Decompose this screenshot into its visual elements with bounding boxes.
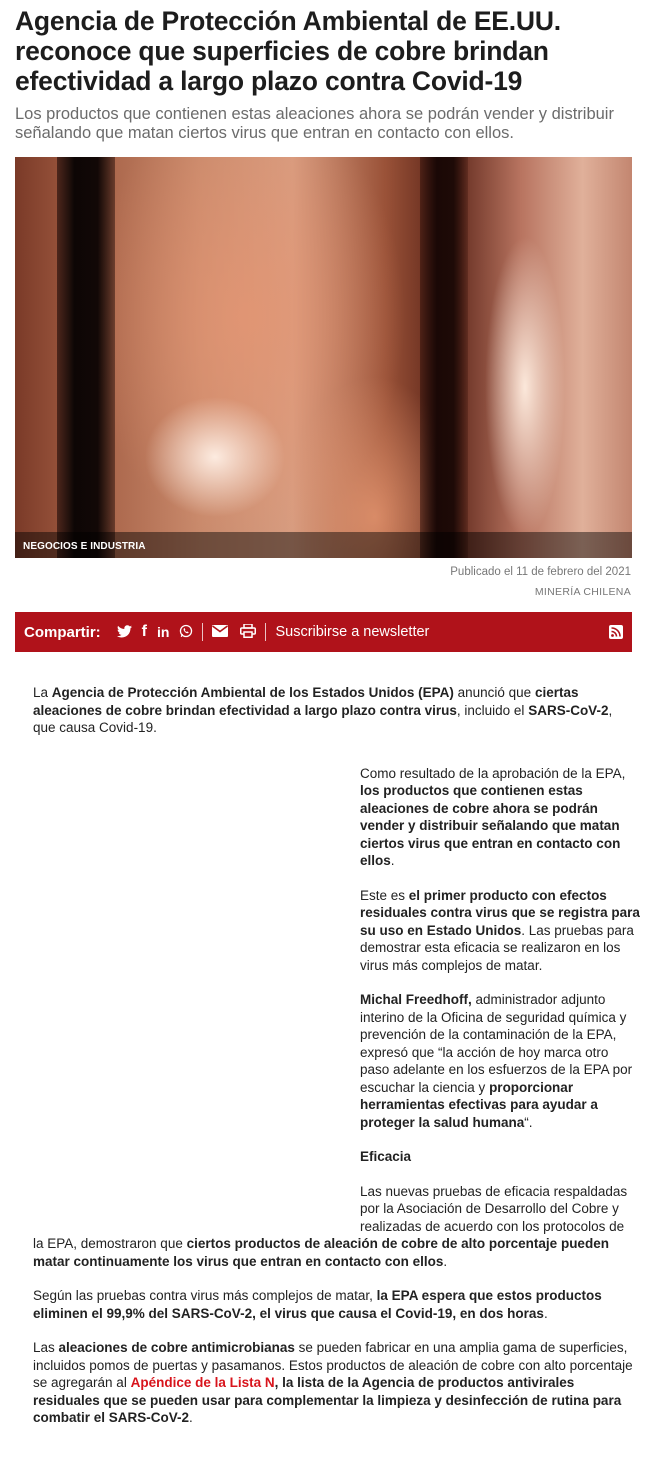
lista-n-link[interactable]: Apéndice de la Lista N <box>130 1375 275 1390</box>
text: administrador adjunto interino de la Oficina de seguridad química y prevención de la contaminación de la EPA, expresó que “la acción de hoy marca otro paso adelante en los esfuerzos de la EPA por escuchar la ciencia y <box>360 992 633 1095</box>
publish-date: Publicado el 11 de febrero del 2021 <box>450 566 631 578</box>
paragraph-7 <box>33 1339 633 1427</box>
share-divider <box>202 623 203 641</box>
share-label: Compartir: <box>24 623 101 641</box>
text: Según las pruebas contra virus más complejos de matar, <box>33 1288 377 1303</box>
paragraph-4 <box>360 991 640 1131</box>
hero-dark-bar-left <box>57 157 115 558</box>
bold-text: , la lista de la Agencia de productos antivirales residuales que se pueden usar para complementar la limpieza y desinfección de rutina para combatir el SARS-CoV-2 <box>33 1375 622 1425</box>
bold-text: SARS-CoV-2 <box>528 702 609 718</box>
text: , que causa Covid-19. <box>33 702 613 735</box>
share-divider-2 <box>265 623 266 641</box>
text: . <box>390 853 395 868</box>
facebook-icon[interactable]: f <box>141 623 147 640</box>
bold-text: el primer producto con efectos residuales contra virus que se registra para su uso en Estado Unidos <box>360 887 640 938</box>
article-subtitle: Los productos que contienen estas aleaciones ahora se podrán vender y distribuir señalando que matan ciertos virus que entran en contacto con ellos. <box>15 105 614 142</box>
text: La <box>33 685 52 700</box>
text: Las <box>33 1340 59 1355</box>
text: “. <box>524 1114 533 1130</box>
text: Este es <box>360 887 409 903</box>
bold-text: aleaciones de cobre antimicrobianas <box>58 1340 295 1355</box>
full-width-text <box>33 1235 633 1427</box>
source-label: MINERÍA CHILENA <box>534 586 631 598</box>
section-heading-eficacia: Eficacia <box>360 1149 412 1164</box>
paragraph-2 <box>360 765 640 870</box>
paragraph-1 <box>33 684 628 737</box>
paragraph-6 <box>33 1287 633 1322</box>
article-title: Agencia de Protección Ambiental de EE.UU. reconoce que superficies de cobre brindan efectividad a largo plazo contra Covid-19 <box>15 6 561 96</box>
hero-dark-bar-right <box>420 157 468 558</box>
hero-image[interactable] <box>15 157 632 558</box>
article <box>0 6 645 1427</box>
rss-icon[interactable] <box>609 625 623 639</box>
bold-text: proporcionar herramientas efectivas para ayudar a proteger la salud humana <box>360 1079 598 1130</box>
text: . <box>543 1305 548 1321</box>
text: . Las pruebas para demostrar esta eficacia se realizaron en los virus más complejos de matar. <box>360 922 634 973</box>
bold-text: ciertas aleaciones de cobre brindan efectividad a largo plazo contra virus <box>33 685 579 718</box>
text: la EPA, demostraron que <box>33 1236 187 1251</box>
share-icons <box>117 624 194 640</box>
bold-text: los productos que contienen estas aleaciones de cobre ahora se podrán vender y distribuir señalando que matan ciertos virus que entran en contacto con ellos <box>360 783 621 868</box>
print-icon[interactable] <box>240 624 256 640</box>
newsletter-link[interactable]: Suscribirse a newsletter <box>275 624 430 640</box>
paragraph-5-start: Las nuevas pruebas de eficacia respaldadas por la Asociación de Desarrollo del Cobre y realizadas de acuerdo con los protocolos de <box>360 1183 628 1234</box>
linkedin-icon[interactable]: in <box>157 624 170 640</box>
bold-text: Agencia de Protección Ambiental de los Estados Unidos (EPA) <box>51 685 454 700</box>
text: , incluido el <box>456 702 529 718</box>
whatsapp-icon[interactable] <box>179 624 193 640</box>
text: . <box>443 1253 448 1269</box>
paragraph-5-end <box>33 1235 633 1270</box>
bold-text: ciertos productos de aleación de cobre de alto porcentaje pueden matar continuamente los virus que entran en contacto con ellos <box>33 1236 609 1269</box>
text: se pueden fabricar en una amplia gama de superficies, incluidos pomos de puertas y pasamanos. Estos productos de aleación de cobre con alto porcentaje se agregarán al <box>33 1340 633 1390</box>
right-column <box>360 765 640 1236</box>
text: Como resultado de la aprobación de la EPA, <box>360 765 626 781</box>
twitter-icon[interactable] <box>117 625 132 640</box>
bold-text: la EPA espera que estos productos eliminen el 99,9% del SARS-CoV-2, el virus que causa el Covid-19, en dos horas <box>33 1288 602 1321</box>
bold-text: Michal Freedhoff, <box>360 992 472 1007</box>
text: . <box>189 1410 193 1425</box>
share-bar <box>15 612 632 652</box>
paragraph-3 <box>360 887 640 975</box>
hero-category-label[interactable]: NEGOCIOS E INDUSTRIA <box>23 541 146 552</box>
email-icon[interactable] <box>212 625 228 639</box>
text: anunció que <box>453 685 535 700</box>
